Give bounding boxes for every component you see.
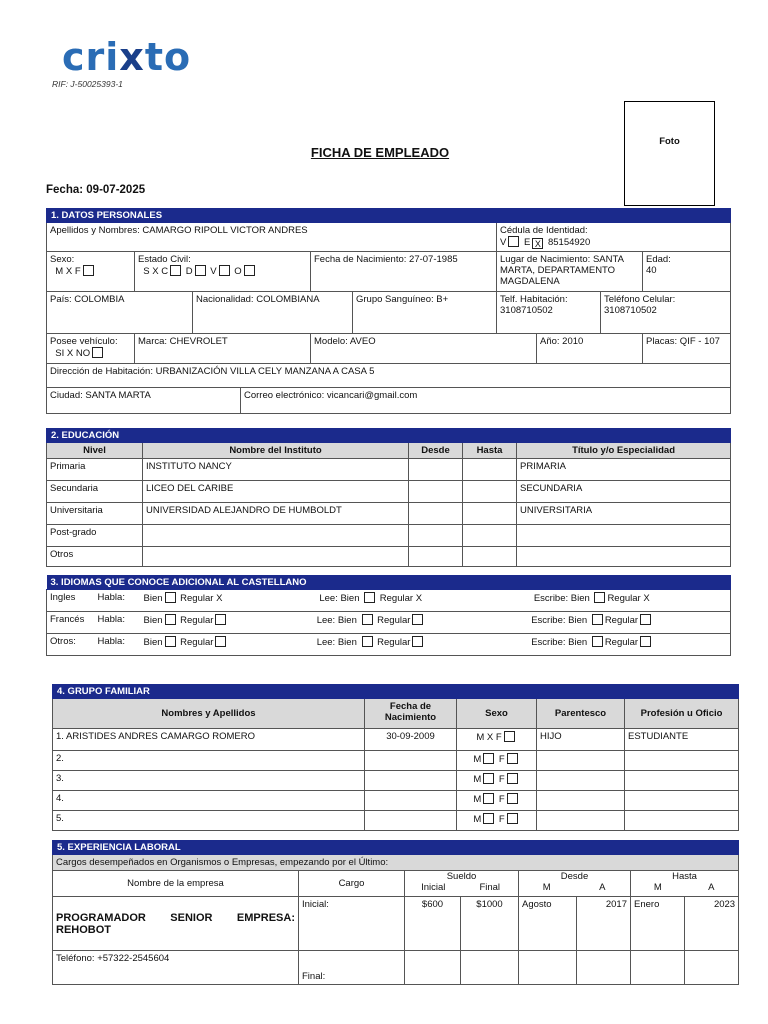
cell-desde [409,481,463,503]
cell-sueldo-final: $1000 [461,897,519,951]
cell-titulo: SECUNDARIA [517,481,731,503]
cell-empty [461,951,519,985]
cell-profesion [625,771,739,791]
language-row [47,634,731,656]
cell-desde [409,547,463,567]
cell-sexo: M F [457,751,537,771]
col-nombres: Nombres y Apellidos [53,699,365,729]
cell-parentesco [537,751,625,771]
experience-row [53,897,739,951]
cell-profesion [625,791,739,811]
habla-options: Bien Regular [141,634,301,656]
cell-sexo: M X F [457,729,537,751]
cell-nivel: Otros [47,547,143,567]
col-hasta: Hasta M A [631,871,739,897]
cell-hasta [463,459,517,481]
cedula-field: Cédula de Identidad: V E X 85154920 [497,223,731,252]
cell-cargo-final: Final: [299,951,405,985]
cell-empresa: PROGRAMADOR SENIOR EMPRESA: REHOBOT [53,897,299,951]
cell-nombre: 2. [53,751,365,771]
col-nivel: Nivel [47,443,143,459]
table-row [53,791,739,811]
col-cargo: Cargo [299,871,405,897]
anio-field: Año: 2010 [537,334,643,364]
cell-parentesco [537,791,625,811]
cell-sexo: M F [457,771,537,791]
col-desde: Desde M A [519,871,631,897]
vehiculo-field: Posee vehículo: SI X NO [47,334,135,364]
experience-row [53,951,739,985]
cell-fecha [365,751,457,771]
cell-sexo: M F [457,791,537,811]
correo-field: Correo electrónico: vicancari@gmail.com [241,388,731,414]
pais-field: País: COLOMBIA [47,292,193,334]
table-row [47,503,731,525]
rif-number: RIF: J-50025393-1 [52,79,123,89]
cell-desde [409,525,463,547]
estado-civil-field: Estado Civil: S X C D V O [135,252,311,292]
ciudad-field: Ciudad: SANTA MARTA [47,388,241,414]
telefono-celular-field: Teléfono Celular: 3108710502 [601,292,731,334]
cell-desde-anio: 2017 [577,897,631,951]
language-row [47,612,731,634]
cell-cargo-inicial: Inicial: [299,897,405,951]
cell-hasta-mes: Enero [631,897,685,951]
table-row [47,459,731,481]
cell-empty [519,951,577,985]
cell-hasta [463,481,517,503]
cell-hasta-anio: 2023 [685,897,739,951]
cell-titulo [517,525,731,547]
cell-nivel: Secundaria [47,481,143,503]
table-row [47,525,731,547]
telf-habitacion-field: Telf. Habitación: 3108710502 [497,292,601,334]
cell-empty [405,951,461,985]
escribe-options: Escribe: Bien Regular [497,634,731,656]
cell-nivel: Primaria [47,459,143,481]
direccion-field: Dirección de Habitación: URBANIZACIÓN VILLA CELY MANZANA A CASA 5 [47,364,731,388]
cell-hasta [463,525,517,547]
cell-instituto: INSTITUTO NANCY [143,459,409,481]
nacionalidad-field: Nacionalidad: COLOMBIANA [193,292,353,334]
lee-options: Lee: Bien Regular [301,612,497,634]
company-logo: crixto [62,35,192,79]
table-row [47,481,731,503]
cell-instituto [143,525,409,547]
section-education: 2. EDUCACIÓN [47,429,731,443]
table-row [53,751,739,771]
marca-field: Marca: CHEVROLET [135,334,311,364]
cell-fecha [365,791,457,811]
experience-table [52,840,739,985]
date-field: Fecha: 09-07-2025 [46,184,146,196]
cell-titulo: UNIVERSITARIA [517,503,731,525]
cell-fecha [365,811,457,831]
section-languages: 3. IDIOMAS QUE CONOCE ADICIONAL AL CASTELLANO [47,576,731,590]
education-table [46,428,731,567]
cell-hasta [463,547,517,567]
lee-options: Lee: Bien Regular [301,634,497,656]
cell-profesion [625,751,739,771]
grupo-sanguineo-field: Grupo Sanguíneo: B+ [353,292,497,334]
language-row [47,590,731,612]
col-titulo: Título y/o Especialidad [517,443,731,459]
photo-box: Foto [624,101,715,206]
cell-profesion [625,811,739,831]
edad-field: Edad: 40 [643,252,731,292]
col-instituto: Nombre del Instituto [143,443,409,459]
habla-label: Habla: [95,634,141,656]
cell-sueldo-inicial: $600 [405,897,461,951]
cell-instituto [143,547,409,567]
cell-instituto: LICEO DEL CARIBE [143,481,409,503]
cell-fecha: 30-09-2009 [365,729,457,751]
cell-parentesco [537,771,625,791]
table-row [53,811,739,831]
cell-parentesco [537,811,625,831]
cell-desde [409,459,463,481]
section-family: 4. GRUPO FAMILIAR [53,685,739,699]
language-name: Francés [47,612,95,634]
personal-data-table [46,208,731,414]
fecha-nacimiento-field: Fecha de Nacimiento: 27-07-1985 [311,252,497,292]
habla-label: Habla: [95,590,141,612]
languages-table [46,575,731,656]
cell-nivel: Post-grado [47,525,143,547]
col-profesion: Profesión u Oficio [625,699,739,729]
cell-sexo: M F [457,811,537,831]
cell-nivel: Universitaria [47,503,143,525]
placas-field: Placas: QIF - 107 [643,334,731,364]
cell-telefono: Teléfono: +57322-2545604 [53,951,299,985]
cell-desde-mes: Agosto [519,897,577,951]
escribe-options: Escribe: Bien Regular X [497,590,731,612]
col-sueldo: Sueldo Inicial Final [405,871,519,897]
cell-nombre: 4. [53,791,365,811]
col-desde: Desde [409,443,463,459]
col-hasta: Hasta [463,443,517,459]
cell-empty [685,951,739,985]
col-empresa: Nombre de la empresa [53,871,299,897]
modelo-field: Modelo: AVEO [311,334,537,364]
cell-empty [631,951,685,985]
page-title: FICHA DE EMPLEADO [310,145,450,160]
cell-parentesco: HIJO [537,729,625,751]
section-experience: 5. EXPERIENCIA LABORAL [53,841,739,855]
cell-desde [409,503,463,525]
cell-instituto: UNIVERSIDAD ALEJANDRO DE HUMBOLDT [143,503,409,525]
apellidos-field: Apellidos y Nombres: CAMARGO RIPOLL VICTOR ANDRES [47,223,497,252]
cell-hasta [463,503,517,525]
table-row [53,771,739,791]
table-row [47,547,731,567]
col-fecha-nacimiento: Fecha de Nacimiento [365,699,457,729]
cell-empty [577,951,631,985]
habla-label: Habla: [95,612,141,634]
cell-nombre: 5. [53,811,365,831]
language-name: Otros: [47,634,95,656]
table-row [53,729,739,751]
cell-profesion: ESTUDIANTE [625,729,739,751]
section-personal: 1. DATOS PERSONALES [47,209,731,223]
family-table [52,684,739,831]
cell-nombre: 1. ARISTIDES ANDRES CAMARGO ROMERO [53,729,365,751]
cell-titulo [517,547,731,567]
experience-intro: Cargos desempeñados en Organismos o Empresas, empezando por el Último: [53,855,739,871]
sexo-field: Sexo: M X F [47,252,135,292]
language-name: Ingles [47,590,95,612]
cell-titulo: PRIMARIA [517,459,731,481]
cell-fecha [365,771,457,791]
habla-options: Bien Regular [141,612,301,634]
col-sexo: Sexo [457,699,537,729]
cell-nombre: 3. [53,771,365,791]
escribe-options: Escribe: Bien Regular [497,612,731,634]
lugar-nacimiento-field: Lugar de Nacimiento: SANTA MARTA, DEPARTAMENTO MAGDALENA [497,252,643,292]
lee-options: Lee: Bien Regular X [301,590,497,612]
col-parentesco: Parentesco [537,699,625,729]
habla-options: Bien Regular X [141,590,301,612]
